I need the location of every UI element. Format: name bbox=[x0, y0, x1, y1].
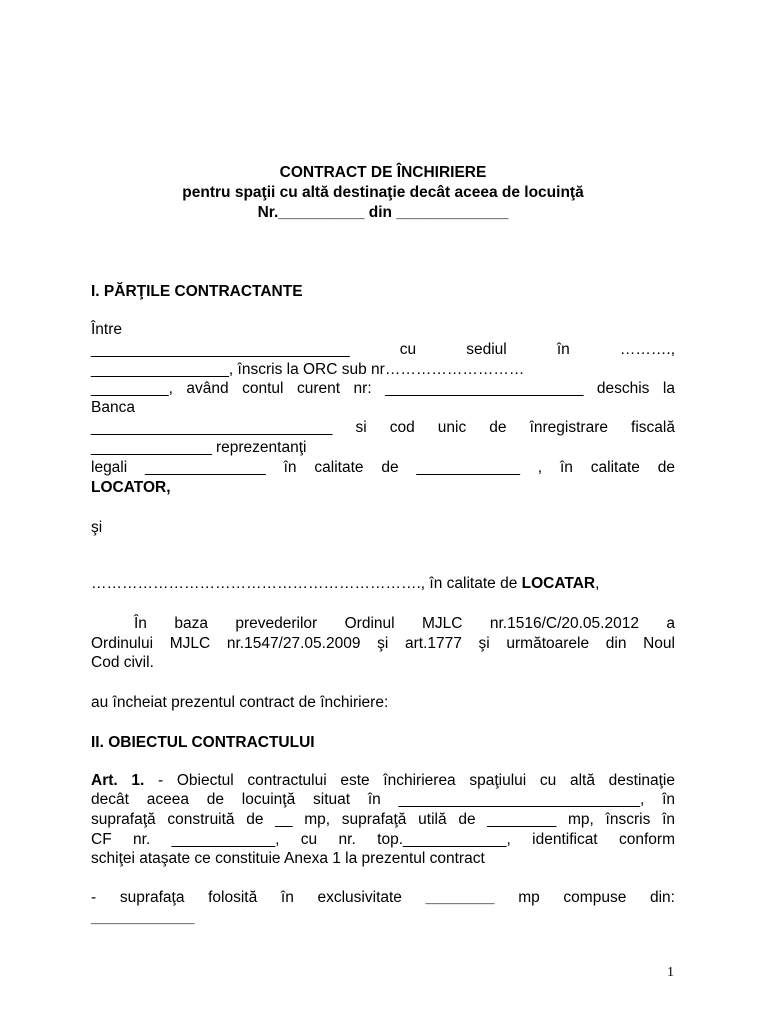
exclusive-area-text-b: mp compuse din: bbox=[494, 889, 675, 906]
exclusive-area-blank: ________ bbox=[425, 889, 495, 906]
legal-basis-line1: În baza prevederilor Ordinul MJLC nr.1516/C/20.05.2012 a bbox=[134, 615, 675, 632]
party1-line6: ______________ reprezentanţi bbox=[91, 439, 307, 456]
art1-line1-text: - Obiectul contractului este închirierea spaţiului cu altă destinaţie bbox=[144, 772, 675, 789]
locatar-line bbox=[91, 574, 675, 594]
locatar-label: LOCATAR bbox=[521, 575, 596, 592]
document-title: CONTRACT DE ÎNCHIRIERE bbox=[279, 164, 487, 181]
locatar-prefix: ………………………………………………………., în calitate de bbox=[91, 575, 522, 592]
document-subtitle: pentru spaţii cu altă destinaţie decât aceea de locuinţă bbox=[182, 184, 584, 201]
title-block bbox=[91, 163, 675, 223]
si-text: şi bbox=[91, 519, 103, 536]
party1-line7: legali ______________ în calitate de ____________ , în calitate de bbox=[91, 459, 675, 476]
party1-line3: _________, având contul curent nr: _______________________ deschis la bbox=[91, 380, 675, 397]
locatar-suffix: , bbox=[595, 575, 600, 592]
party1-line4: Banca bbox=[91, 399, 135, 416]
section2-heading: II. OBIECTUL CONTRACTULUI bbox=[91, 734, 315, 751]
art1-label: Art. 1. bbox=[91, 772, 145, 789]
exclusive-area-text-a: - suprafaţa folosită în exclusivitate bbox=[91, 889, 426, 906]
page-number: 1 bbox=[667, 965, 674, 980]
locator-label: LOCATOR, bbox=[91, 479, 171, 496]
art1-line1 bbox=[91, 771, 675, 791]
art1-line4: CF nr. ____________, cu nr. top.____________, identificat conform bbox=[91, 831, 675, 848]
intre-text: Între bbox=[91, 321, 123, 338]
party1-line5: ____________________________ si cod unic de înregistrare fiscală bbox=[91, 419, 675, 436]
concluded-text: au încheiat prezentul contract de închiriere: bbox=[91, 694, 389, 711]
section1-heading: I. PĂRŢILE CONTRACTANTE bbox=[91, 283, 303, 300]
document-number-line: Nr.__________ din _____________ bbox=[257, 204, 509, 221]
art1-line3: suprafaţă construită de __ mp, suprafaţă utilă de ________ mp, înscris în bbox=[91, 811, 675, 828]
party1-line2: ________________, înscris la ORC sub nr……………………… bbox=[91, 361, 525, 378]
exclusive-area-line1 bbox=[91, 888, 675, 908]
party1-line1: ______________________________ cu sediul în ………., bbox=[91, 341, 675, 358]
exclusive-area-line2: ____________ bbox=[91, 909, 195, 926]
art1-line2: decât aceea de locuinţă situat în ____________________________, în bbox=[91, 791, 675, 808]
legal-basis-line3: Cod civil. bbox=[91, 654, 154, 671]
art1-line5: schiţei ataşate ce constituie Anexa 1 la prezentul contract bbox=[91, 850, 485, 867]
legal-basis-line2: Ordinului MJLC nr.1547/27.05.2009 şi art.1777 şi următoarele din Noul bbox=[91, 635, 675, 652]
